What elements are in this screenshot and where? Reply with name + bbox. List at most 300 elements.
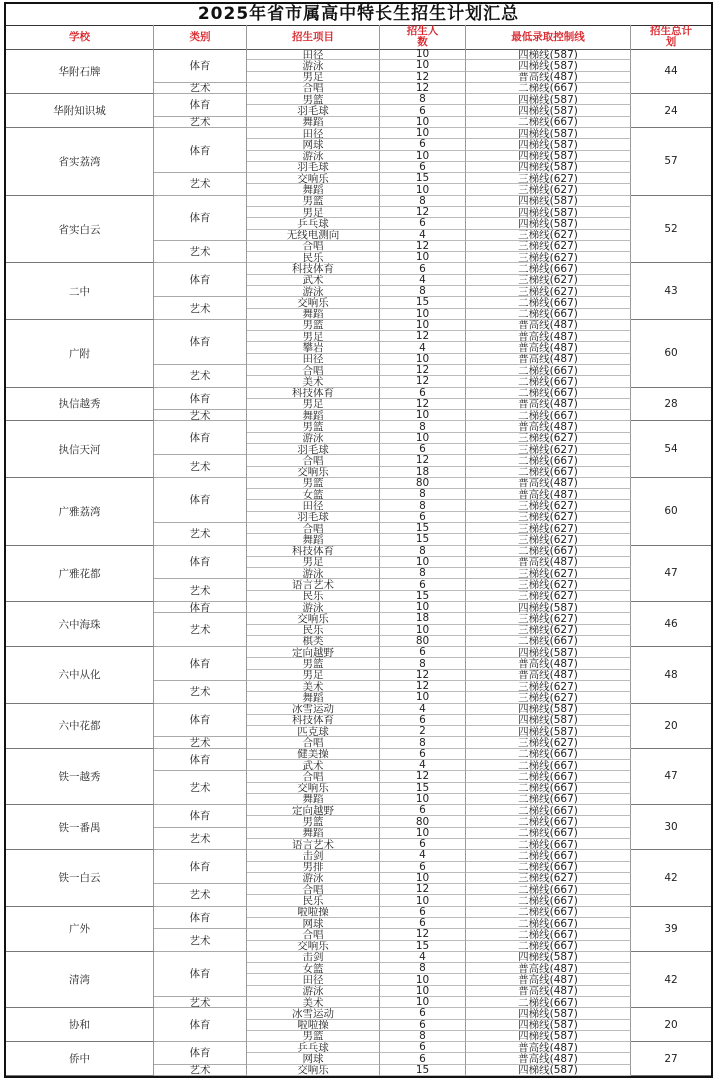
score-line: 二梯线(667)	[466, 455, 631, 466]
program-item: 冰雪运动	[247, 704, 380, 715]
enroll-count: 10	[380, 60, 466, 71]
enroll-count: 8	[380, 196, 466, 207]
program-item: 游泳	[247, 433, 380, 444]
score-line: 二梯线(667)	[466, 117, 631, 128]
enroll-count: 10	[380, 433, 466, 444]
score-line: 普高线(487)	[466, 421, 631, 432]
program-item: 男足	[247, 557, 380, 568]
score-line: 二梯线(667)	[466, 467, 631, 478]
enroll-count: 12	[380, 241, 466, 252]
program-item: 击剑	[247, 952, 380, 963]
school-name: 执信越秀	[6, 388, 154, 422]
program-item: 羽毛球	[247, 444, 380, 455]
program-item: 合唱	[247, 455, 380, 466]
enroll-count: 10	[380, 602, 466, 613]
score-line: 三梯线(627)	[466, 512, 631, 523]
program-item: 田径	[247, 128, 380, 139]
program-item: 游泳	[247, 286, 380, 297]
category-label: 艺术	[154, 997, 247, 1008]
program-item: 男篮	[247, 421, 380, 432]
score-line: 三梯线(627)	[466, 625, 631, 636]
category-label: 艺术	[154, 117, 247, 128]
enroll-count: 15	[380, 173, 466, 184]
school-name: 广雅荔湾	[6, 478, 154, 546]
enroll-count: 15	[380, 591, 466, 602]
score-line: 二梯线(667)	[466, 884, 631, 895]
enroll-count: 6	[380, 388, 466, 399]
score-line: 二梯线(667)	[466, 771, 631, 782]
score-line: 四梯线(587)	[466, 60, 631, 71]
category-label: 艺术	[154, 579, 247, 602]
enroll-count: 10	[380, 354, 466, 365]
school-name: 广雅花都	[6, 546, 154, 602]
program-item: 女篮	[247, 963, 380, 974]
program-item: 啦啦操	[247, 907, 380, 918]
enroll-count: 6	[380, 1020, 466, 1031]
score-line: 三梯线(627)	[466, 252, 631, 263]
score-line: 二梯线(667)	[466, 546, 631, 557]
category-label: 体育	[154, 320, 247, 365]
program-item: 网球	[247, 1053, 380, 1064]
score-line: 四梯线(587)	[466, 647, 631, 658]
category-label: 艺术	[154, 613, 247, 647]
program-item: 合唱	[247, 241, 380, 252]
enroll-count: 10	[380, 128, 466, 139]
category-label: 体育	[154, 749, 247, 772]
program-item: 交响乐	[247, 783, 380, 794]
score-line: 二梯线(667)	[466, 376, 631, 387]
school-name: 清湾	[6, 952, 154, 1008]
enroll-count: 4	[380, 952, 466, 963]
program-item: 语言艺术	[247, 579, 380, 590]
school-name: 侨中	[6, 1042, 154, 1076]
score-line: 四梯线(587)	[466, 151, 631, 162]
score-line: 四梯线(587)	[466, 1031, 631, 1042]
enroll-count: 8	[380, 1031, 466, 1042]
score-line: 普高线(487)	[466, 331, 631, 342]
enroll-count: 6	[380, 579, 466, 590]
enroll-count: 12	[380, 207, 466, 218]
score-line: 三梯线(627)	[466, 286, 631, 297]
school-name: 铁一白云	[6, 850, 154, 906]
score-line: 三梯线(627)	[466, 692, 631, 703]
category-label: 艺术	[154, 241, 247, 264]
school-total: 28	[631, 388, 711, 422]
program-item: 男排	[247, 862, 380, 873]
enroll-count: 8	[380, 546, 466, 557]
score-line: 普高线(487)	[466, 399, 631, 410]
program-item: 舞蹈	[247, 534, 380, 545]
score-line: 四梯线(587)	[466, 207, 631, 218]
enroll-count: 6	[380, 647, 466, 658]
enroll-count: 80	[380, 478, 466, 489]
enroll-count: 6	[380, 862, 466, 873]
score-line: 三梯线(627)	[466, 173, 631, 184]
score-line: 四梯线(587)	[466, 1020, 631, 1031]
enroll-count: 18	[380, 613, 466, 624]
program-item: 啦啦操	[247, 1020, 380, 1031]
category-label: 艺术	[154, 1065, 247, 1076]
category-label: 体育	[154, 1042, 247, 1065]
enroll-count: 10	[380, 986, 466, 997]
score-line: 四梯线(587)	[466, 49, 631, 60]
school-name: 省实白云	[6, 196, 154, 264]
score-line: 普高线(487)	[466, 986, 631, 997]
program-item: 科技体育	[247, 388, 380, 399]
program-item: 武术	[247, 760, 380, 771]
score-line: 二梯线(667)	[466, 929, 631, 940]
category-label: 艺术	[154, 410, 247, 421]
program-item: 匹克球	[247, 726, 380, 737]
program-item: 舞蹈	[247, 117, 380, 128]
program-item: 交响乐	[247, 297, 380, 308]
program-item: 田径	[247, 354, 380, 365]
enroll-count: 18	[380, 467, 466, 478]
category-label: 体育	[154, 49, 247, 83]
school-total: 20	[631, 1008, 711, 1042]
program-item: 美术	[247, 376, 380, 387]
enroll-count: 6	[380, 105, 466, 116]
enroll-count: 4	[380, 275, 466, 286]
school-total: 54	[631, 421, 711, 477]
school-name: 协和	[6, 1008, 154, 1042]
category-label: 艺术	[154, 83, 247, 94]
enroll-count: 8	[380, 286, 466, 297]
enroll-count: 6	[380, 512, 466, 523]
program-item: 游泳	[247, 568, 380, 579]
score-line: 二梯线(667)	[466, 309, 631, 320]
program-item: 击剑	[247, 850, 380, 861]
score-line: 二梯线(667)	[466, 388, 631, 399]
enroll-count: 12	[380, 670, 466, 681]
score-line: 二梯线(667)	[466, 816, 631, 827]
header-line: 最低录取控制线	[466, 25, 631, 49]
score-line: 二梯线(667)	[466, 263, 631, 274]
program-item: 交响乐	[247, 613, 380, 624]
program-item: 棋类	[247, 636, 380, 647]
program-item: 合唱	[247, 737, 380, 748]
score-line: 三梯线(627)	[466, 241, 631, 252]
program-item: 羽毛球	[247, 162, 380, 173]
enroll-count: 10	[380, 895, 466, 906]
header-category: 类别	[154, 25, 247, 49]
program-item: 美术	[247, 681, 380, 692]
school-total: 27	[631, 1042, 711, 1076]
score-line: 二梯线(667)	[466, 794, 631, 805]
school-total: 20	[631, 704, 711, 749]
enroll-count: 15	[380, 941, 466, 952]
program-item: 合唱	[247, 365, 380, 376]
program-item: 舞蹈	[247, 794, 380, 805]
category-label: 艺术	[154, 681, 247, 704]
category-label: 体育	[154, 907, 247, 930]
category-label: 体育	[154, 94, 247, 117]
category-label: 艺术	[154, 297, 247, 320]
program-item: 交响乐	[247, 941, 380, 952]
score-line: 四梯线(587)	[466, 139, 631, 150]
enroll-count: 6	[380, 1053, 466, 1064]
score-line: 四梯线(587)	[466, 218, 631, 229]
program-item: 男篮	[247, 196, 380, 207]
score-line: 二梯线(667)	[466, 941, 631, 952]
enroll-count: 15	[380, 523, 466, 534]
enroll-count: 10	[380, 252, 466, 263]
enroll-count: 10	[380, 49, 466, 60]
category-label: 体育	[154, 1008, 247, 1042]
category-label: 体育	[154, 952, 247, 997]
school-total: 42	[631, 850, 711, 906]
score-line: 普高线(487)	[466, 658, 631, 669]
school-name: 省实荔湾	[6, 128, 154, 196]
score-line: 四梯线(587)	[466, 1008, 631, 1019]
enroll-count: 6	[380, 907, 466, 918]
score-line: 二梯线(667)	[466, 918, 631, 929]
program-item: 网球	[247, 139, 380, 150]
enroll-count: 10	[380, 625, 466, 636]
school-total: 43	[631, 263, 711, 319]
enroll-count: 8	[380, 568, 466, 579]
score-line: 四梯线(587)	[466, 162, 631, 173]
score-line: 普高线(487)	[466, 1042, 631, 1053]
category-label: 体育	[154, 602, 247, 613]
score-line: 普高线(487)	[466, 974, 631, 985]
program-item: 男足	[247, 72, 380, 83]
enroll-count: 4	[380, 704, 466, 715]
program-item: 男篮	[247, 478, 380, 489]
category-label: 艺术	[154, 929, 247, 952]
enroll-count: 10	[380, 117, 466, 128]
score-line: 三梯线(627)	[466, 613, 631, 624]
enroll-count: 8	[380, 421, 466, 432]
score-line: 二梯线(667)	[466, 760, 631, 771]
program-item: 男篮	[247, 320, 380, 331]
enroll-count: 4	[380, 230, 466, 241]
program-item: 合唱	[247, 929, 380, 940]
program-item: 男篮	[247, 658, 380, 669]
program-item: 合唱	[247, 83, 380, 94]
score-line: 普高线(487)	[466, 320, 631, 331]
enroll-count: 12	[380, 399, 466, 410]
program-item: 健美操	[247, 749, 380, 760]
score-line: 四梯线(587)	[466, 715, 631, 726]
school-name: 铁一番禺	[6, 805, 154, 850]
enroll-count: 10	[380, 309, 466, 320]
program-item: 无线电测向	[247, 230, 380, 241]
score-line: 二梯线(667)	[466, 410, 631, 421]
score-line: 二梯线(667)	[466, 828, 631, 839]
category-label: 艺术	[154, 523, 247, 546]
enroll-count: 6	[380, 139, 466, 150]
score-line: 三梯线(627)	[466, 681, 631, 692]
program-item: 武术	[247, 275, 380, 286]
category-label: 艺术	[154, 771, 247, 805]
program-item: 男足	[247, 331, 380, 342]
program-item: 游泳	[247, 60, 380, 71]
header-school: 学校	[6, 25, 154, 49]
score-line: 二梯线(667)	[466, 783, 631, 794]
enroll-count: 8	[380, 500, 466, 511]
header-item: 招生项目	[247, 25, 380, 49]
program-item: 交响乐	[247, 1065, 380, 1076]
score-line: 普高线(487)	[466, 1053, 631, 1064]
enroll-count: 12	[380, 884, 466, 895]
enroll-count: 6	[380, 749, 466, 760]
enroll-count: 12	[380, 72, 466, 83]
school-name: 六中海珠	[6, 602, 154, 647]
program-item: 定向越野	[247, 805, 380, 816]
category-label: 艺术	[154, 828, 247, 851]
score-line: 普高线(487)	[466, 963, 631, 974]
enroll-count: 12	[380, 331, 466, 342]
school-total: 52	[631, 196, 711, 264]
score-line: 三梯线(627)	[466, 579, 631, 590]
enroll-count: 15	[380, 534, 466, 545]
enroll-count: 12	[380, 83, 466, 94]
enroll-count: 15	[380, 783, 466, 794]
category-label: 体育	[154, 647, 247, 681]
school-name: 铁一越秀	[6, 749, 154, 805]
score-line: 四梯线(587)	[466, 726, 631, 737]
program-item: 游泳	[247, 151, 380, 162]
score-line: 三梯线(627)	[466, 873, 631, 884]
school-total: 47	[631, 749, 711, 805]
score-line: 三梯线(627)	[466, 275, 631, 286]
score-line: 普高线(487)	[466, 557, 631, 568]
enroll-count: 6	[380, 218, 466, 229]
enroll-count: 8	[380, 737, 466, 748]
enrollment-table	[6, 49, 711, 1076]
program-item: 科技体育	[247, 546, 380, 557]
enroll-count: 10	[380, 184, 466, 195]
program-item: 交响乐	[247, 173, 380, 184]
enroll-count: 12	[380, 681, 466, 692]
program-item: 羽毛球	[247, 105, 380, 116]
category-label: 艺术	[154, 884, 247, 907]
score-line: 四梯线(587)	[466, 196, 631, 207]
program-item: 冰雪运动	[247, 1008, 380, 1019]
summary-sheet	[4, 2, 713, 1078]
score-line: 二梯线(667)	[466, 83, 631, 94]
enroll-count: 6	[380, 263, 466, 274]
program-item: 男足	[247, 399, 380, 410]
enroll-count: 6	[380, 805, 466, 816]
program-item: 女篮	[247, 489, 380, 500]
category-label: 体育	[154, 704, 247, 738]
score-line: 普高线(487)	[466, 354, 631, 365]
school-total: 57	[631, 128, 711, 196]
score-line: 普高线(487)	[466, 342, 631, 353]
enroll-count: 10	[380, 557, 466, 568]
score-line: 二梯线(667)	[466, 895, 631, 906]
program-item: 男篮	[247, 816, 380, 827]
enroll-count: 6	[380, 918, 466, 929]
score-line: 二梯线(667)	[466, 850, 631, 861]
score-line: 二梯线(667)	[466, 636, 631, 647]
program-item: 民乐	[247, 895, 380, 906]
score-line: 三梯线(627)	[466, 230, 631, 241]
school-total: 60	[631, 320, 711, 388]
school-total: 39	[631, 907, 711, 952]
enroll-count: 12	[380, 455, 466, 466]
school-name: 六中花都	[6, 704, 154, 749]
enroll-count: 80	[380, 816, 466, 827]
enroll-count: 12	[380, 365, 466, 376]
program-item: 攀岩	[247, 342, 380, 353]
program-item: 舞蹈	[247, 692, 380, 703]
score-line: 四梯线(587)	[466, 704, 631, 715]
program-item: 舞蹈	[247, 410, 380, 421]
enroll-count: 15	[380, 1065, 466, 1076]
category-label: 体育	[154, 196, 247, 241]
program-item: 田径	[247, 49, 380, 60]
category-label: 体育	[154, 388, 247, 411]
program-item: 民乐	[247, 591, 380, 602]
program-item: 合唱	[247, 884, 380, 895]
enroll-count: 8	[380, 489, 466, 500]
enroll-count: 80	[380, 636, 466, 647]
school-total: 48	[631, 647, 711, 703]
score-line: 二梯线(667)	[466, 907, 631, 918]
program-item: 乒乓球	[247, 218, 380, 229]
header-count: 招生人数	[380, 25, 466, 49]
school-name: 执信天河	[6, 421, 154, 477]
program-item: 民乐	[247, 252, 380, 263]
enroll-count: 10	[380, 974, 466, 985]
score-line: 三梯线(627)	[466, 433, 631, 444]
score-line: 普高线(487)	[466, 670, 631, 681]
enroll-count: 8	[380, 963, 466, 974]
program-item: 羽毛球	[247, 512, 380, 523]
enroll-count: 15	[380, 297, 466, 308]
program-item: 男足	[247, 207, 380, 218]
score-line: 三梯线(627)	[466, 184, 631, 195]
enroll-count: 10	[380, 410, 466, 421]
enroll-count: 6	[380, 839, 466, 850]
category-label: 体育	[154, 805, 247, 828]
category-label: 体育	[154, 478, 247, 523]
enroll-count: 12	[380, 376, 466, 387]
school-name: 华附知识城	[6, 94, 154, 128]
score-line: 普高线(487)	[466, 72, 631, 83]
program-item: 舞蹈	[247, 828, 380, 839]
score-line: 二梯线(667)	[466, 839, 631, 850]
program-item: 男篮	[247, 1031, 380, 1042]
score-line: 四梯线(587)	[466, 105, 631, 116]
program-item: 定向越野	[247, 647, 380, 658]
category-label: 艺术	[154, 173, 247, 196]
program-item: 男篮	[247, 94, 380, 105]
school-total: 47	[631, 546, 711, 602]
school-name: 六中从化	[6, 647, 154, 703]
enroll-count: 8	[380, 658, 466, 669]
score-line: 二梯线(667)	[466, 749, 631, 760]
score-line: 三梯线(627)	[466, 444, 631, 455]
score-line: 四梯线(587)	[466, 128, 631, 139]
enroll-count: 10	[380, 320, 466, 331]
program-item: 合唱	[247, 523, 380, 534]
category-label: 体育	[154, 546, 247, 580]
table-header	[6, 25, 711, 50]
program-item: 美术	[247, 997, 380, 1008]
enroll-count: 4	[380, 342, 466, 353]
category-label: 体育	[154, 263, 247, 297]
score-line: 二梯线(667)	[466, 862, 631, 873]
program-item: 网球	[247, 918, 380, 929]
program-item: 舞蹈	[247, 309, 380, 320]
program-item: 交响乐	[247, 467, 380, 478]
enroll-count: 12	[380, 929, 466, 940]
enroll-count: 12	[380, 771, 466, 782]
